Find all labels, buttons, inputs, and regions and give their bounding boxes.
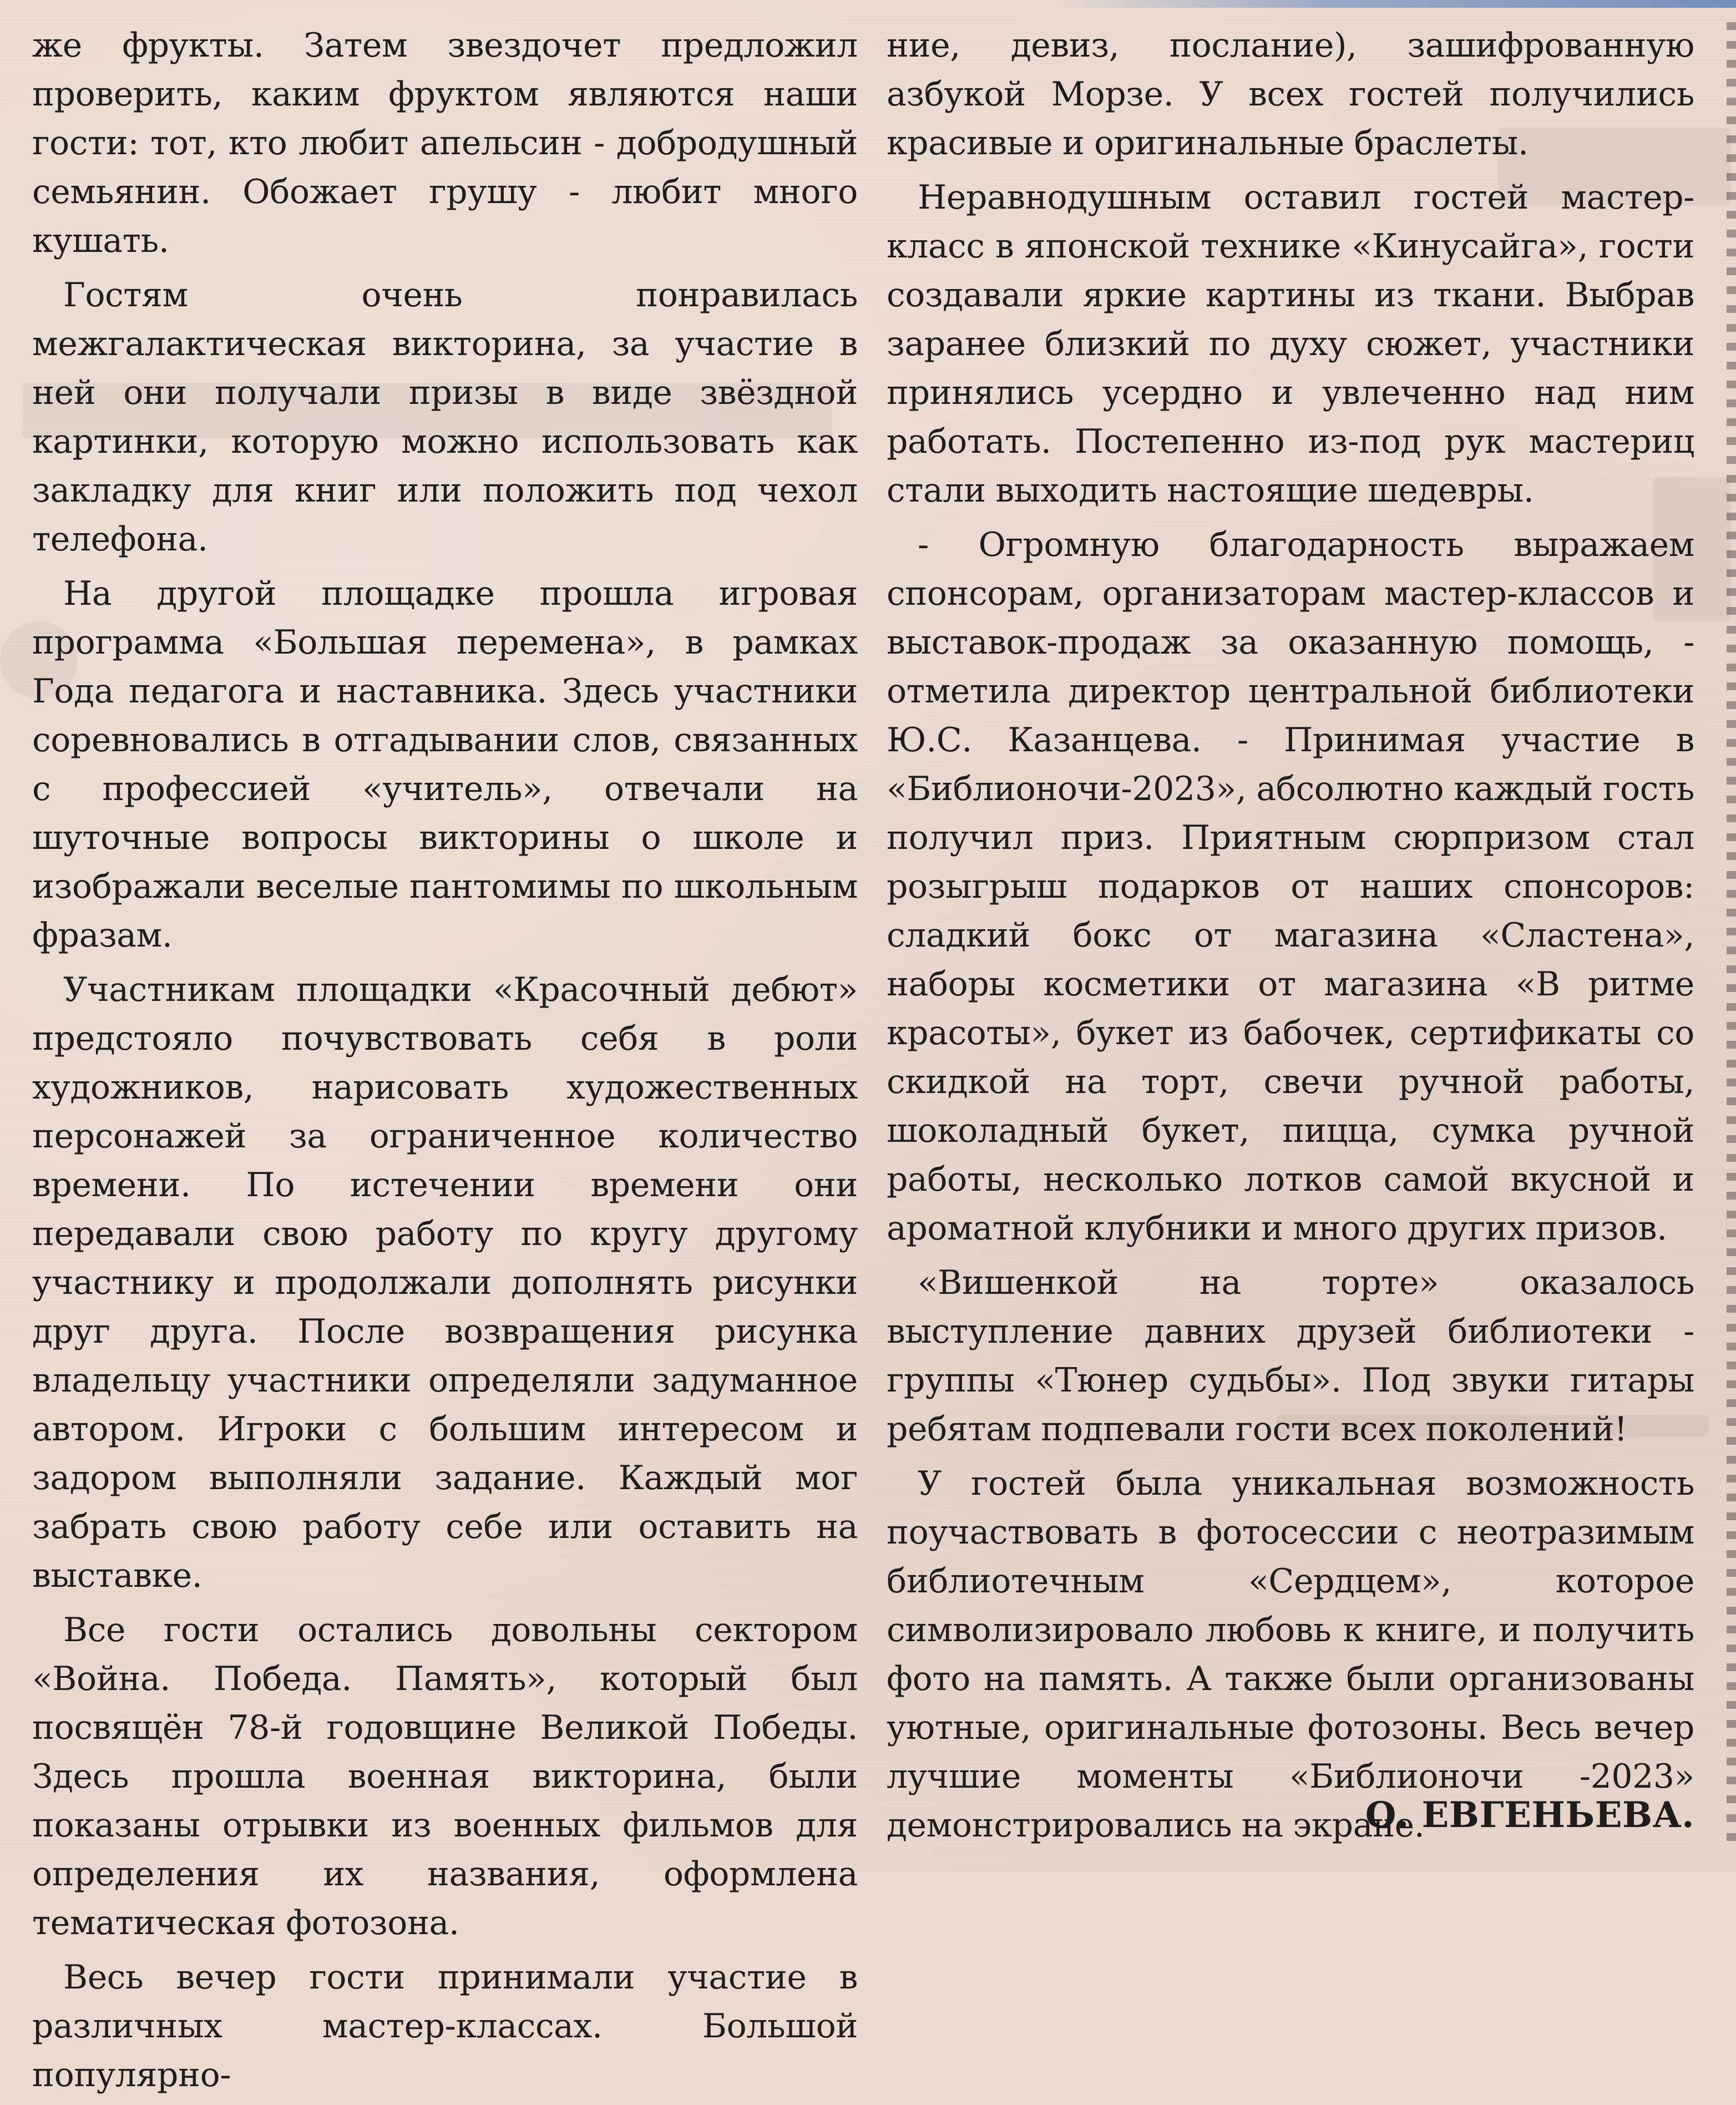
article-right-column [887, 21, 1694, 1855]
paragraph: «Вишенкой на торте» оказалось выступление давних друзей библиотеки - группы «Тюнер судьбы». Под звуки гитары ребятам подпевали гости всех поколений! [887, 1263, 1694, 1449]
paragraph: Участникам площадки «Красочный дебют» предстояло почувствовать себя в роли художников, нарисовать художественных персонажей за ограниченное количество времени. По истечении времени они передавали свою работу по кругу другому участнику и продолжали дополнять рисунки друг друга. После возвращения рисунка владельцу участники определяли задуманное автором. Игроки с большим интересом и задором выполняли задание. Каждый мог забрать свою работу себе или оставить на выставке. [32, 970, 858, 1595]
page-edge-perforation [1727, 22, 1736, 1842]
paragraph: же фрукты. Затем звездочет предложил проверить, каким фруктом являются наши гости: тот, кто любит апельсин - добродушный семьянин. Обожает грушу - любит много кушать. [32, 26, 858, 260]
paragraph: Все гости остались довольны сектором «Война. Победа. Память», который был посвящён 78-й годовщине Великой Победы. Здесь прошла военная викторина, были показаны отрывки из военных фильмов для определения их названия, оформлена тематическая фотозона. [32, 1611, 858, 1942]
paragraph: У гостей была уникальная возможность поучаствовать в фотосессии с неотразимым библиотечным «Сердцем», которое символизировало любовь к книге, и получить фото на память. А также были организованы уютные, оригинальные фотозоны. Весь вечер лучшие моменты «Библионочи -2023» демонстрировались на экране. [887, 1464, 1694, 1845]
paragraph: Весь вечер гости принимали участие в различных мастер-классах. Большой популярно- [32, 1958, 858, 2094]
paragraph: ние, девиз, послание), зашифрованную азбукой Морзе. У всех гостей получились красивые и оригинальные браслеты. [887, 26, 1694, 163]
print-bleed-strip [1054, 0, 1736, 8]
paragraph: На другой площадке прошла игровая программа «Большая перемена», в рамках Года педагога и наставника. Здесь участники соревновались в отгадывании слов, связанных с профессией «учитель», отвечали на шуточные вопросы викторины о школе и изображали веселые пантомимы по школьным фразам. [32, 574, 858, 955]
paragraph: Неравнодушным оставил гостей мастер-класс в японской технике «Кинусайга», гости создавали яркие картины из ткани. Выбрав заранее близкий по духу сюжет, участники принялись усердно и увлеченно над ним работать. Постепенно из-под рук мастериц стали выходить настоящие шедевры. [887, 178, 1694, 510]
paragraph: - Огромную благодарность выражаем спонсорам, организаторам мастер-классов и выставок-продаж за оказанную помощь, - отметила директор центральной библиотеки Ю.С. Казанцева. - Принимая участие в «Библионочи-2023», абсолютно каждый гость получил приз. Приятным сюрпризом стал розыгрыш подарков от наших спонсоров: сладкий бокс от магазина «Сластена», наборы косметики от магазина «В ритме красоты», букет из бабочек, сертификаты со скидкой на торт, свечи ручной работы, шоколадный букет, пицца, сумка ручной работы, несколько лотков самой вкусной и ароматной клубники и много других призов. [887, 525, 1694, 1248]
author-signature: О. ЕВГЕНЬЕВА. [1365, 1794, 1694, 1836]
article-left-column [32, 21, 858, 2105]
paragraph: Гостям очень понравилась межгалактическая викторина, за участие в ней они получали призы в виде звёздной картинки, которую можно использовать как закладку для книг или положить под чехол телефона. [32, 276, 858, 559]
